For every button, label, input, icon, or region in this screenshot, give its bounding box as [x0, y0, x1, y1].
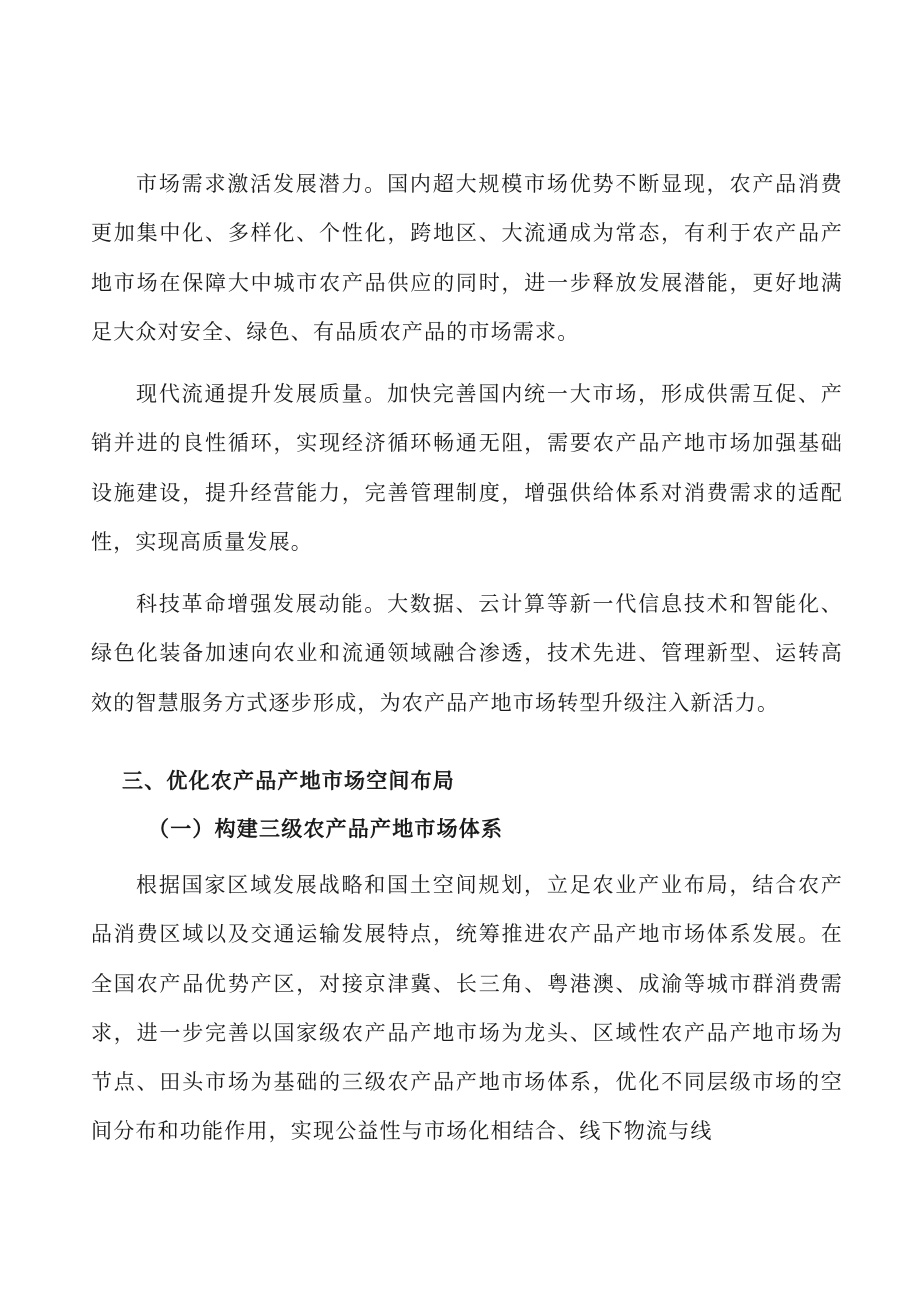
paragraph-tech-revolution: 科技革命增强发展动能。大数据、云计算等新一代信息技术和智能化、绿色化装备加速向农业和流通领域融合渗透，技术先进、管理新型、运转高效的智慧服务方式逐步形成，为农产品产地市场转型升级注入新活力。	[91, 592, 843, 715]
paragraph-modern-circulation: 现代流通提升发展质量。加快完善国内统一大市场，形成供需互促、产销并进的良性循环，实现经济循环畅通无阻，需要农产品产地市场加强基础设施建设，提升经营能力，完善管理制度，增强供给体系对消费需求的适配性，实现高质量发展。	[91, 382, 843, 554]
subsection-heading: （一）构建三级农产品产地市场体系	[148, 816, 504, 841]
paragraph-market-demand: 市场需求激活发展潜力。国内超大规模市场优势不断显现，农产品消费更加集中化、多样化、个性化，跨地区、大流通成为常态，有利于农产品产地市场在保障大中城市农产品供应的同时，进一步释放发展潜能，更好地满足大众对安全、绿色、有品质农产品的市场需求。	[91, 172, 843, 344]
paragraph-market-system: 根据国家区域发展战略和国土空间规划，立足农业产业布局，结合农产品消费区域以及交通运输发展特点，统筹推进农产品产地市场体系发展。在全国农产品优势产区，对接京津冀、长三角、粤港澳、成渝等城市群消费需求，进一步完善以国家级农产品产地市场为龙头、区域性农产品产地市场为节点、田头市场为基础的三级农产品产地市场体系，优化不同层级市场的空间分布和功能作用，实现公益性与市场化相结合、线下物流与线	[91, 873, 843, 1144]
section-heading: 三、优化农产品产地市场空间布局	[122, 768, 455, 793]
